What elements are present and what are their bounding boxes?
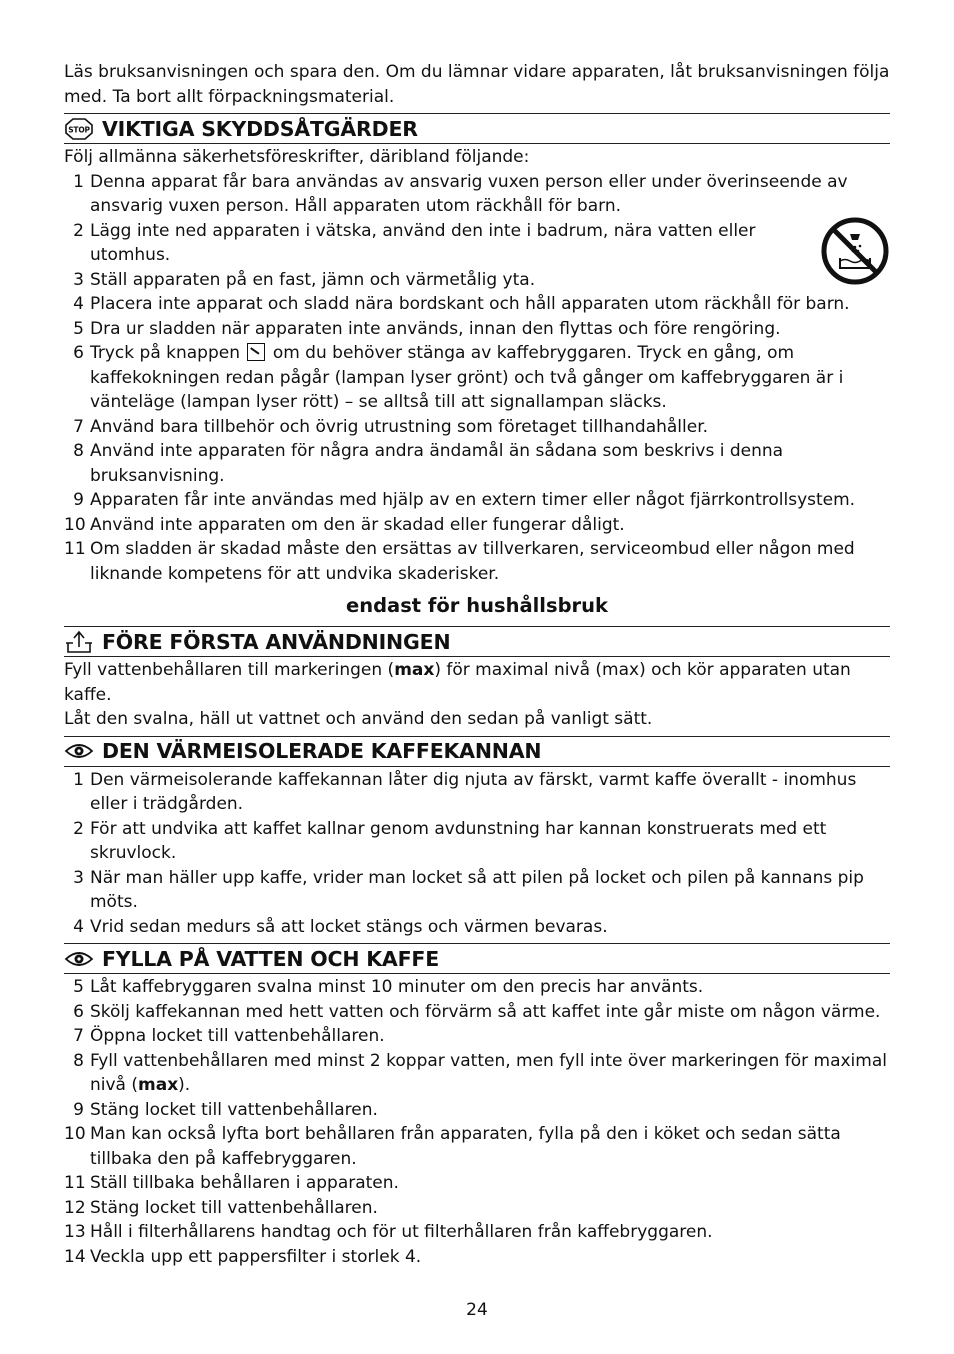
list-item: 6 Tryck på knappen om du behöver stänga av kaffebryggaren. Tryck en gång, om kaffekokningen redan pågår (lampan lyser grönt) och två gånger om kaffebryggaren är i vänteläge (lampan lyser rött) – se alltså till att signallampan släcks.: [73, 343, 844, 412]
manual-page: [64, 60, 890, 1269]
list-item: 9 Stäng locket till vattenbehållaren.: [73, 1099, 378, 1120]
list-item: 9 Apparaten får inte användas med hjälp av en extern timer eller något fjärrkontrollsystem.: [73, 490, 856, 510]
section-title: DEN VÄRMEISOLERADE KAFFEKANNAN: [102, 739, 542, 763]
stop-icon: [64, 117, 94, 141]
list-item: 2 För att undvika att kaffet kallnar genom avdunstning har kannan konstruerats med ett skruvlock.: [73, 818, 827, 863]
off-switch-icon: [247, 343, 265, 361]
carafe-list: [64, 768, 890, 940]
svg-text:STOP: STOP: [68, 125, 90, 134]
safety-lead: Följ allmänna säkerhetsföreskrifter, däribland följande:: [64, 147, 530, 167]
household-use-note: endast för hushållsbruk: [345, 594, 609, 617]
unpack-icon: [64, 630, 94, 654]
list-item: 10 Man kan också lyfta bort behållaren från apparaten, fylla på den i köket och sedan sätta tillbaka den på kaffebryggaren.: [64, 1124, 841, 1169]
intro-text: Läs bruksanvisningen och spara den. Om du lämnar vidare apparaten, låt bruksanvisningen följa med. Ta bort allt förpackningsmaterial.: [64, 62, 890, 107]
list-item: 1 Denna apparat får bara användas av ansvarig vuxen person eller under överinseende av ansvarig vuxen person. Håll apparaten utom räckhåll för barn.: [73, 171, 848, 216]
list-item: 5 Låt kaffebryggaren svalna minst 10 minuter om den precis har använts.: [73, 977, 704, 997]
list-item: 5 Dra ur sladden när apparaten inte används, innan den flyttas och före rengöring.: [73, 318, 781, 339]
eye-icon: [64, 947, 94, 971]
section-heading-carafe: [64, 736, 890, 767]
list-item: 3 Ställ apparaten på en fast, jämn och värmetålig yta.: [73, 269, 536, 290]
safety-list: [64, 170, 890, 587]
list-item: 4 Vrid sedan medurs så att locket stängs och värmen bevaras.: [73, 916, 608, 937]
no-water-icon: [820, 216, 890, 286]
list-item: 3 När man häller upp kaffe, vrider man locket så att pilen på locket och pilen på kannans pip möts.: [73, 867, 864, 912]
list-item: 4 Placera inte apparat och sladd nära bordskant och håll apparaten utom räckhåll för barn.: [73, 294, 850, 314]
section-heading-first-use: [64, 626, 890, 657]
list-item: 11 Ställ tillbaka behållaren i apparaten.: [64, 1173, 399, 1193]
list-item: 2 Lägg inte ned apparaten i vätska, använd den inte i badrum, nära vatten eller utomhus.: [73, 220, 756, 265]
section-title: VIKTIGA SKYDDSÅTGÄRDER: [102, 116, 418, 141]
list-item: 6 Skölj kaffekannan med hett vatten och förvärm så att kaffet inte går miste om någon värme.: [73, 1001, 881, 1022]
list-item: 7 Öppna locket till vattenbehållaren.: [73, 1026, 385, 1046]
first-use-text-1: Fyll vattenbehållaren till markeringen (max) för maximal nivå (max) och kör apparaten utan kaffe.: [64, 660, 851, 705]
section-title: FYLLA PÅ VATTEN OCH KAFFE: [102, 946, 440, 971]
list-item: 11 Om sladden är skadad måste den ersättas av tillverkaren, serviceombud eller någon med liknande kompetens för att undvika skaderisker.: [64, 539, 855, 584]
first-use-text-2: Låt den svalna, häll ut vattnet och använd den sedan på vanligt sätt.: [64, 709, 653, 729]
list-item: 10 Använd inte apparaten om den är skadad eller fungerar dåligt.: [64, 514, 625, 535]
section-title: FÖRE FÖRSTA ANVÄNDNINGEN: [102, 629, 451, 654]
list-item: 7 Använd bara tillbehör och övrig utrustning som företaget tillhandahåller.: [73, 416, 709, 437]
list-item: 13 Håll i filterhållarens handtag och för ut filterhållaren från kaffebryggaren.: [64, 1222, 713, 1242]
list-item: 8 Fyll vattenbehållaren med minst 2 koppar vatten, men fyll inte över markeringen för maximal nivå (max).: [73, 1050, 887, 1095]
list-item: 14 Veckla upp ett pappersfilter i storlek 4.: [64, 1246, 422, 1267]
page-number: 24: [466, 1300, 488, 1320]
list-item: 12 Stäng locket till vattenbehållaren.: [64, 1197, 378, 1218]
eye-icon: [64, 739, 94, 763]
section-heading-safety: [64, 113, 890, 144]
filling-list: [64, 975, 890, 1269]
section-heading-filling: [64, 943, 890, 974]
list-item: 8 Använd inte apparaten för några andra ändamål än sådana som beskrivs i denna bruksanvisning.: [73, 441, 784, 486]
list-item: 1 Den värmeisolerande kaffekannan låter dig njuta av färskt, varmt kaffe överallt - inomhus eller i trädgården.: [73, 769, 857, 814]
